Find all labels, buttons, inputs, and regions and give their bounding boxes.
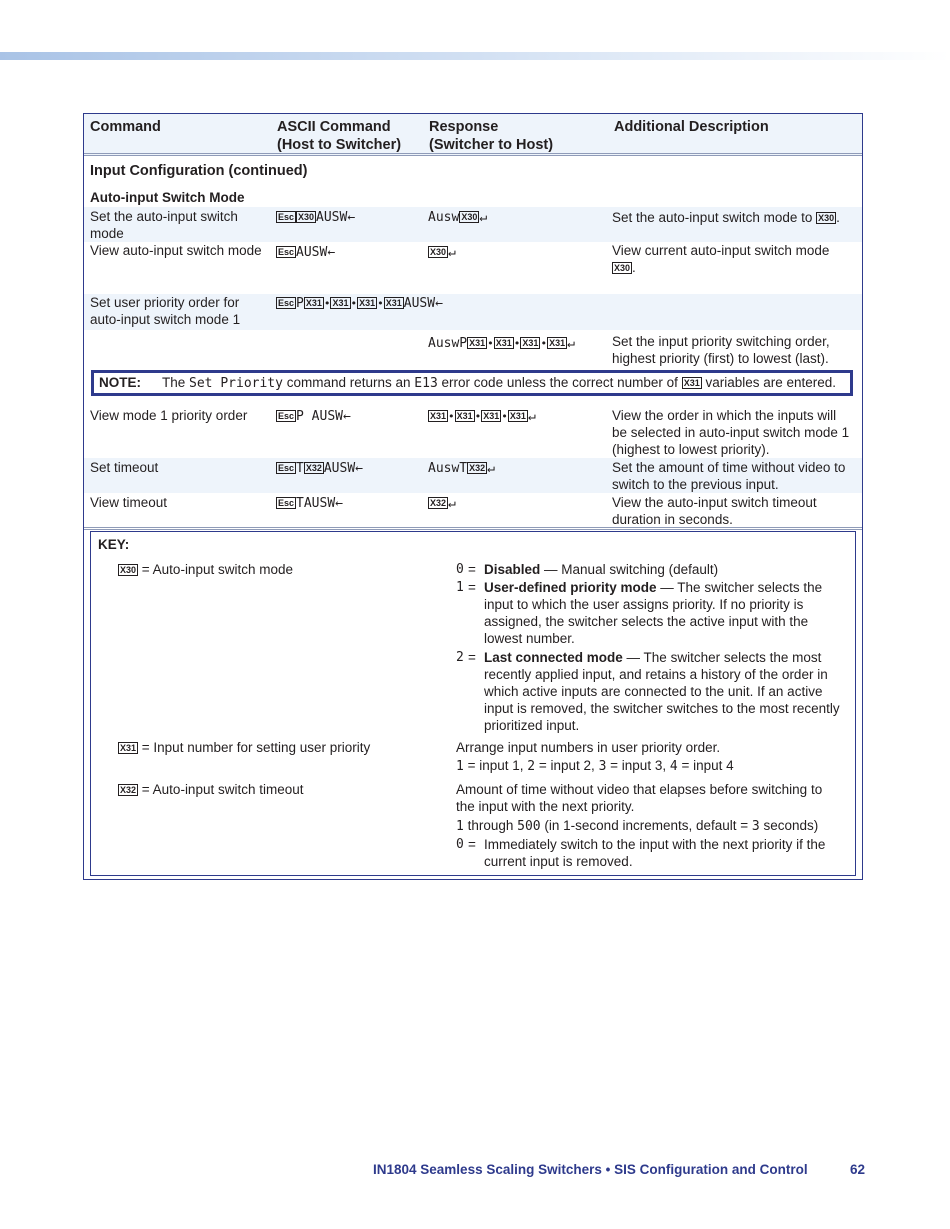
key-box: [90, 531, 856, 876]
response: Ausw X30 ↵: [428, 210, 488, 225]
ascii-command: Esc X30 AUSW←: [278, 210, 356, 225]
response: X30 ↵: [430, 245, 456, 260]
command-text: Set user priority order for auto-input switch mode 1: [90, 295, 241, 327]
command-text: View timeout: [90, 495, 168, 510]
table-header: [84, 114, 862, 156]
table-row: [84, 242, 862, 294]
key-x32-desc: Amount of time without video that elapses before switching to the input with the next priority.: [456, 782, 823, 814]
key-x32-zero: 0 = Immediately switch to the input with the next priority if the current input is removed.: [456, 837, 826, 869]
key-x31-label: X31 = Input number for setting user priority: [120, 740, 371, 755]
description: View the auto-input switch timeout duration in seconds.: [612, 495, 817, 527]
col-ascii-header: ASCII Command (Host to Switcher): [277, 119, 402, 153]
command-text: Set timeout: [90, 460, 159, 475]
key-x31-mapping: 1 = input 1, 2 = input 2, 3 = input 3, 4 = input 4: [456, 758, 734, 774]
ascii-command: Esc T X32 AUSW←: [278, 461, 363, 476]
command-text: View auto-input switch mode: [90, 243, 262, 258]
divider: [84, 527, 862, 530]
response: AuswT X32 ↵: [428, 461, 495, 476]
note-box: [91, 370, 853, 396]
table-row: [84, 493, 862, 527]
command-text: View mode 1 priority order: [90, 408, 248, 423]
col-response-header: Response (Switcher to Host): [429, 119, 554, 153]
page-number: 62: [850, 1162, 866, 1177]
description: Set the auto-input switch mode to X30 .: [612, 210, 840, 225]
subsection-title: Auto-input Switch Mode: [90, 190, 245, 205]
footer-title: IN1804 Seamless Scaling Switchers • SIS Configuration and Control: [373, 1162, 808, 1177]
key-title: KEY:: [98, 537, 130, 552]
section-title: Input Configuration (continued): [90, 163, 308, 179]
col-description-header: Additional Description: [614, 119, 769, 135]
key-x31-desc: Arrange input numbers in user priority order.: [456, 740, 721, 755]
header-band: [0, 52, 950, 60]
description: View current auto-input switch mode X30 .: [612, 243, 830, 275]
ascii-command: Esc TAUSW←: [278, 496, 343, 511]
command-text: Set the auto-input switch mode: [90, 209, 238, 241]
col-command-header: Command: [90, 119, 161, 135]
description: View the order in which the inputs will be selected in auto-input switch mode 1 (highest to lowest priority).: [612, 408, 850, 457]
table-row: [84, 330, 862, 366]
table-row: [84, 458, 862, 493]
command-table: [83, 113, 863, 880]
ascii-command: Esc P X31 • X31 • X31 • X31 AUSW←: [278, 296, 443, 311]
table-row: [84, 406, 862, 458]
key-x30-label: X30 = Auto-input switch mode: [120, 562, 293, 577]
key-x30-value-2: 2 = Last connected mode — The switcher selects the most recently applied input, and retains a history of the order in which active inputs are connected to the unit. If an active input is removed, the switcher switches to the most recently prioritized input.: [456, 650, 840, 733]
note-label: NOTE:: [99, 375, 141, 390]
key-x30-value-0: 0 = Disabled — Manual switching (default): [456, 562, 719, 577]
table-row: [84, 207, 862, 242]
ascii-command: Esc P AUSW←: [278, 409, 351, 424]
response: X31 • X31 • X31 • X31 ↵: [430, 409, 536, 424]
description: Set the input priority switching order, highest priority (first) to lowest (last).: [612, 334, 830, 366]
ascii-command: Esc AUSW←: [278, 245, 336, 260]
key-x30-value-1: 1 = User-defined priority mode — The switcher selects the input to which the user assigns priority. If no priority is assigned, the switcher selects the active input with the lowest number.: [456, 580, 823, 646]
response: X32 ↵: [430, 496, 456, 511]
key-x32-label: X32 = Auto-input switch timeout: [120, 782, 304, 797]
response: AuswP X31 • X31 • X31 • X31 ↵: [428, 336, 575, 351]
note-text: The Set Priority command returns an E13 error code unless the correct number of X31 variables are entered.: [162, 375, 837, 391]
key-x32-range: 1 through 500 (in 1-second increments, default = 3 seconds): [456, 818, 819, 834]
description: Set the amount of time without video to switch to the previous input.: [612, 460, 846, 492]
